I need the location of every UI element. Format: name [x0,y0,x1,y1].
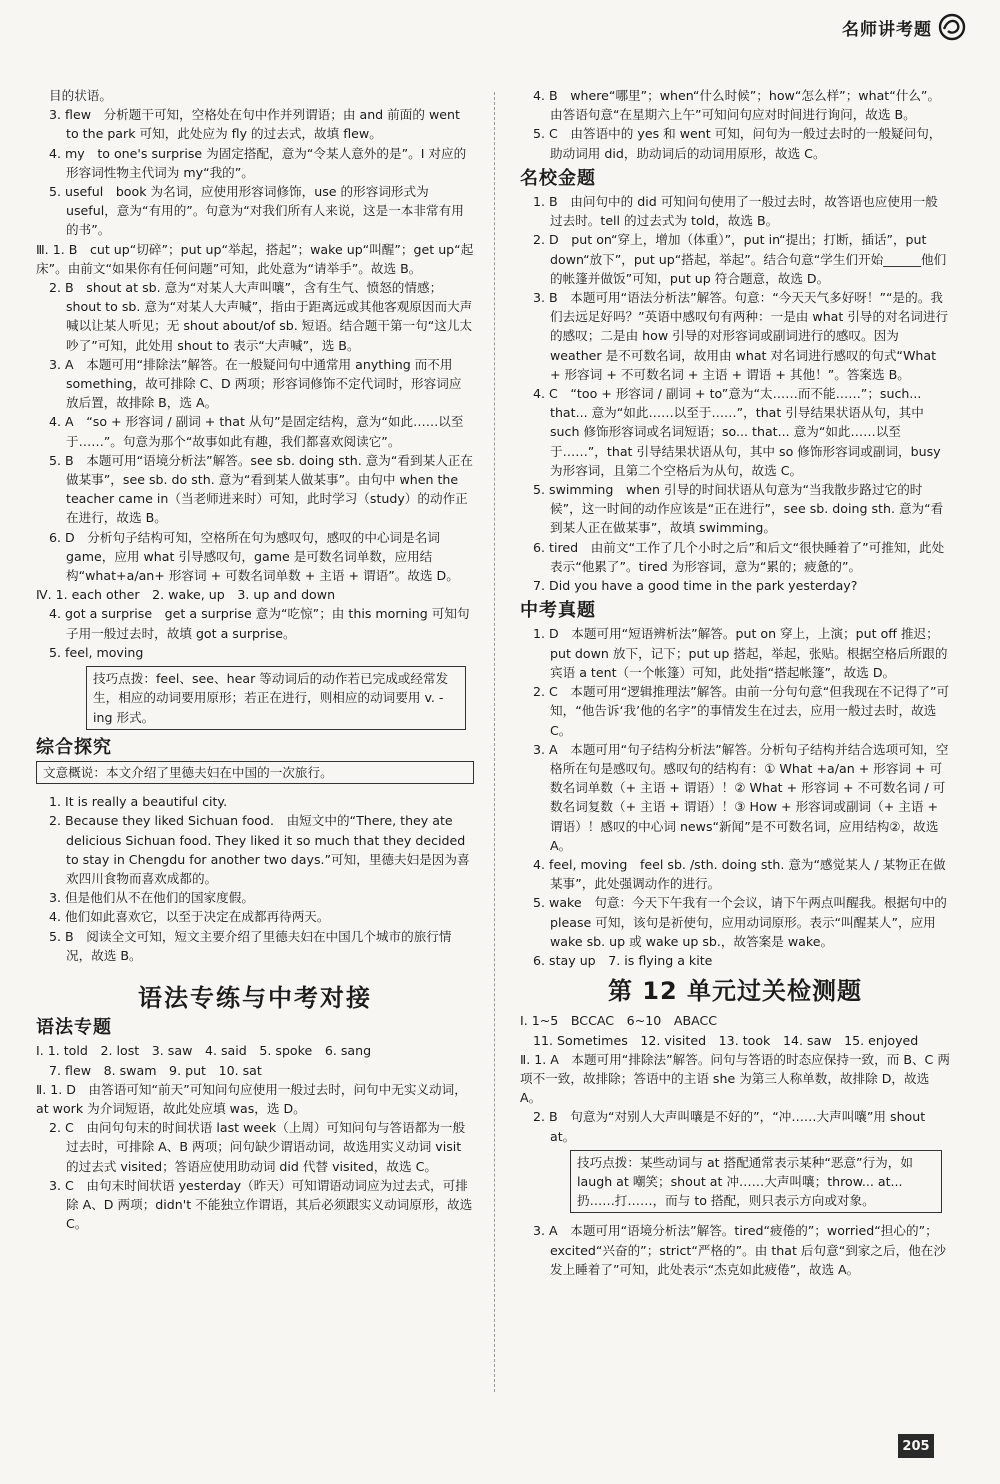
column-divider [494,92,495,1392]
answer-paragraph: 3. C 由句末时间状语 yesterday（昨天）可知谓语动词应为过去式，可排除 A、D 两项；didn't 不能独立作谓语，其后必须跟实义动词原形，故选 C。 [49,1177,473,1232]
answer-paragraph: 4. feel, moving feel sb. /sth. doing sth. 意为“感觉某人 / 某物正在做某事”，此处强调动作的进行。 [533,856,946,892]
page-header [842,10,966,44]
answer-paragraph: 5. wake 句意：今天下午我有一个会议，请下午两点叫醒我。根据句中的 please 可知，该句是祈使句，应用动词原形。表示“叫醒某人”，应用 wake sb. up 或 wake up sb.，故答案是 wake。 [533,895,947,949]
answer-paragraph: 6. stay up 7. is flying a kite [533,952,713,968]
tip-box: 技巧点拨：feel、see、hear 等动词后的动作若已完成或经常发生，相应的动词要用原形；若正在进行，则相应的动词要用 v. -ing 形式。 [86,666,466,730]
page-number: 205 [898,1434,934,1458]
answer-paragraph: 1. B 由问句中的 did 可知问句使用了一般过去时，故答语也应使用一般过去时。tell 的过去式为 told，故选 B。 [533,194,938,229]
answer-paragraph: 7. Did you have a good time in the park yesterday? [533,578,858,594]
answer-paragraph: 1. D 本题可用“短语辨析法”解答。put on 穿上，上演；put off 推迟；put down 放下，记下；put up 搭起，举起，张贴。根据空格后所跟的宾语 a tent（一个帐篷）可知，此处指“搭起帐篷”，故选 D。 [533,626,948,680]
answer-paragraph: 5. swimming when 引导的时间状语从句意为“当我散步路过它的时候”，这一时间的动作应该是“正在进行”，see sb. doing sth. 意为“看到某人正在做某事”，故填 swimming。 [533,482,944,536]
section-answer: Ⅰ. 1~5 BCCAC 6~10 ABACC [520,1013,718,1029]
answer-paragraph: 2. B shout at sb. 意为“对某人大声叫嚷”，含有生气、愤怒的情感；shout to sb. 意为“对某人大声喊”，指由于距离远或其他客观原因而大声喊以让某人听见；无 shout about/of sb. 短语。结合题干第一句“这儿太吵了”可知，此处用 shout to 表示“大声喊”，选 B。 [49,280,473,353]
section-answer: Ⅰ. 1. told 2. lost 3. saw 4. said 5. spoke 6. sang [36,1043,372,1059]
answer-paragraph: 2. Because they liked Sichuan food. 由短文中的“There, they ate delicious Sichuan food. They liked it so much that they decided to stay in Chengdu for another two days.”可知，里德夫妇是因为喜欢四川食物而喜欢成都的。 [49,813,470,886]
answer-paragraph: 4. 他们如此喜欢它，以至于决定在成都再待两天。 [49,909,330,925]
answer-paragraph: 4. my to one's surprise 为固定搭配，意为“令某人意外的是”。I 对应的形容词性物主代词为 my“我的”。 [49,145,467,180]
section-heading: 综合探究 [36,736,112,758]
answer-paragraph: 5. B 本题可用“语境分析法”解答。see sb. doing sth. 意为“看到某人正在做某事”，see sb. do sth. 意为“看到某人做某事”。由句中 when the teacher came in（当老师进来时）可知，此时学习（study）的动作正在进行，故选 B。 [49,452,473,526]
swirl-logo-icon [938,13,966,41]
answer-paragraph: 4. A “so + 形容词 / 副词 + that 从句”是固定结构，意为“如此……以至于……”。句意为那个“故事如此有趣，我们都喜欢阅读它”。 [49,414,464,449]
unit-test-title: 第 12 单元过关检测题 [607,977,863,1006]
answer-paragraph: 5. B 阅读全文可知，短文主要介绍了里德夫妇在中国几个城市的旅行情况，故选 B。 [49,928,452,963]
section-answer: Ⅱ. 1. A 本题可用“排除法”解答。问句与答语的时态应保持一致，而 B、C 两项不一致，故排除；答语中的主语 she 为第三人称单数，故排除 D，故选 A。 [520,1051,950,1106]
answer-paragraph: 3. B 本题可用“语法分析法”解答。句意：“今天天气多好呀！”“是的。我们去远足好吗？”英语中感叹句有两种：一是由 what 引导的对名词进行的感叹；二是由 how 引导的对形容词或副词进行的感叹。因为 weather 是不可数名词，故用由 what 对名词进行感叹的句式“What + 形容词 + 不可数名词 + 主语 + 谓语 + 其他！”。答案选 B。 [533,290,949,382]
answer-paragraph: 11. Sometimes 12. visited 13. took 14. saw 15. enjoyed [533,1032,919,1048]
answer-paragraph: 2. D put on“穿上，增加（体重）”，put in“提出；打断，插话”，put down“放下”，put up“搭起，举起”。结合句意“学生们开始______他们的帐篷并做饭”可知，put up 符合题意，故选 D。 [533,232,947,286]
answer-paragraph: 5. C 由答语中的 yes 和 went 可知，问句为一般过去时的一般疑问句，助动词用 did，助动词后的动词用原形，故选 C。 [533,126,942,161]
answer-paragraph: 6. D 分析句子结构可知，空格所在句为感叹句，感叹的中心词是名词 game，应用 what 引导感叹句，game 是可数名词单数，应用结构“what+a/an+ 形容词 + 可数名词单数 + 主语 + 谓语”。故选 D。 [49,529,459,584]
answer-paragraph: 1. It is really a beautiful city. [49,794,228,810]
section-heading: 名校金题 [520,167,596,189]
answer-paragraph: 2. C 由问句句末的时间状语 last week（上周）可知问句与答语都为一般过去时，可排除 A、B 两项；问句缺少谓语动词，故选用实义动词 visit 的过去式 visited；答语应使用助动词 did 代替 visited，故选 C。 [49,1120,466,1174]
section-answer: Ⅱ. 1. D 由答语可知“前天”可知问句应使用一般过去时，问句中无实义动词，at work 为介词短语，故此处应填 was，选 D。 [36,1081,467,1116]
section-answer: Ⅲ. 1. B cut up“切碎”；put up“举起，搭起”；wake up“叫醒”；get up“起床”。由前文“如果你有任何问题”可知，此处意为“请举手”。故选 B。 [36,241,474,276]
answer-paragraph: 6. tired 由前文“工作了几个小时之后”和后文“很快睡着了”可推知，此处表示“他累了”。tired 为形容词，意为“累的；疲惫的”。 [533,539,945,574]
answer-paragraph: 4. got a surprise get a surprise 意为“吃惊”；由 this morning 可知句子用一般过去时，故填 got a surprise。 [49,606,470,641]
answer-paragraph: 5. feel, moving [49,644,144,660]
answer-paragraph: 目的状语。 [49,88,112,103]
section-answer: Ⅳ. 1. each other 2. wake, up 3. up and down [36,587,336,603]
answer-paragraph: 4. C “too + 形容词 / 副词 + to”意为“太……而不能……”；such... that... 意为“如此……以至于……”，that 引导结果状语从句，其中 such 修饰形容词或名词短语；so... that... 意为“如此……以至于……”，that 引导结果状语从句，其中 so 修饰形容词或副词，busy 为形容词，且第二个空格后为从句，故选 C。 [533,386,941,478]
answer-paragraph: 3. A 本题可用“句子结构分析法”解答。分析句子结构并结合选项可知，空格所在句是感叹句。感叹句的结构有：① What +a/an + 形容词 + 可数名词单数（+ 主语 + 谓语）！② What + 形容词 + 不可数名词 / 可数名词复数（+ 主语 + 谓语）！③ How + 形容词或副词（+ 主语 + 谓语）！感叹的中心词 news“新闻”是不可数名词，应用结构②，故选 A。 [533,741,949,853]
right-column [520,86,950,1279]
answer-paragraph: 3. flew 分析题干可知，空格处在句中作并列谓语；由 and 前面的 went to the park 可知，此处应为 fly 的过去式，故填 flew。 [49,107,460,142]
answer-paragraph: 2. C 本题可用“逻辑推理法”解答。由前一分句句意“但我现在不记得了”可知，“他告诉‘我’他的名字”的事情发生在过去，应用一般过去时，故选 C。 [533,684,950,738]
answer-paragraph: 3. 但是他们从不在他们的国家度假。 [49,890,254,906]
answer-paragraph: 7. flew 8. swam 9. put 10. sat [49,1062,262,1078]
answer-paragraph: 3. A 本题可用“排除法”解答。在一般疑问句中通常用 anything 而不用 something，故可排除 C、D 两项；形容词修饰不定代词时，形容词应放后置，故排除 B，选 A。 [49,356,462,411]
answer-paragraph: 3. A 本题可用“语境分析法”解答。tired“疲倦的”；worried“担心的”；excited“兴奋的”；strict“严格的”。由 that 后句意“到家之后，他在沙发上睡着了”可知，此处表示“杰克如此疲倦”，故选 A。 [533,1223,946,1277]
answer-paragraph: 5. useful book 为名词，应使用形容词修饰，use 的形容词形式为 useful，意为“有用的”。句意为“对我们所有人来说，这是一本非常有用的书”。 [49,184,464,238]
grammar-section-title: 语法专练与中考对接 [138,983,372,1012]
answer-paragraph: 2. B 句意为“对别人大声叫嚷是不好的”，“冲……大声叫嚷”用 shout at。 [533,1109,926,1144]
header-title: 名师讲考题 [842,19,932,40]
tip-box: 技巧点拨：某些动词与 at 搭配通常表示某种“恶意”行为，如 laugh at 嘲笑；shout at 冲……大声叫嚷；throw... at... 扔……打……，而与 to 搭配，则只表示方向或对象。 [570,1150,942,1214]
left-column [36,86,474,1233]
section-heading: 语法专题 [36,1017,112,1039]
section-heading: 中考真题 [520,600,596,622]
summary-box: 文意概说：本文介绍了里德夫妇在中国的一次旅行。 [36,761,474,784]
answer-paragraph: 4. B where“哪里”；when“什么时候”；how“怎么样”；what“什么”。由答语句意“在星期六上午”可知问句应对时间进行询问，故选 B。 [533,88,941,123]
